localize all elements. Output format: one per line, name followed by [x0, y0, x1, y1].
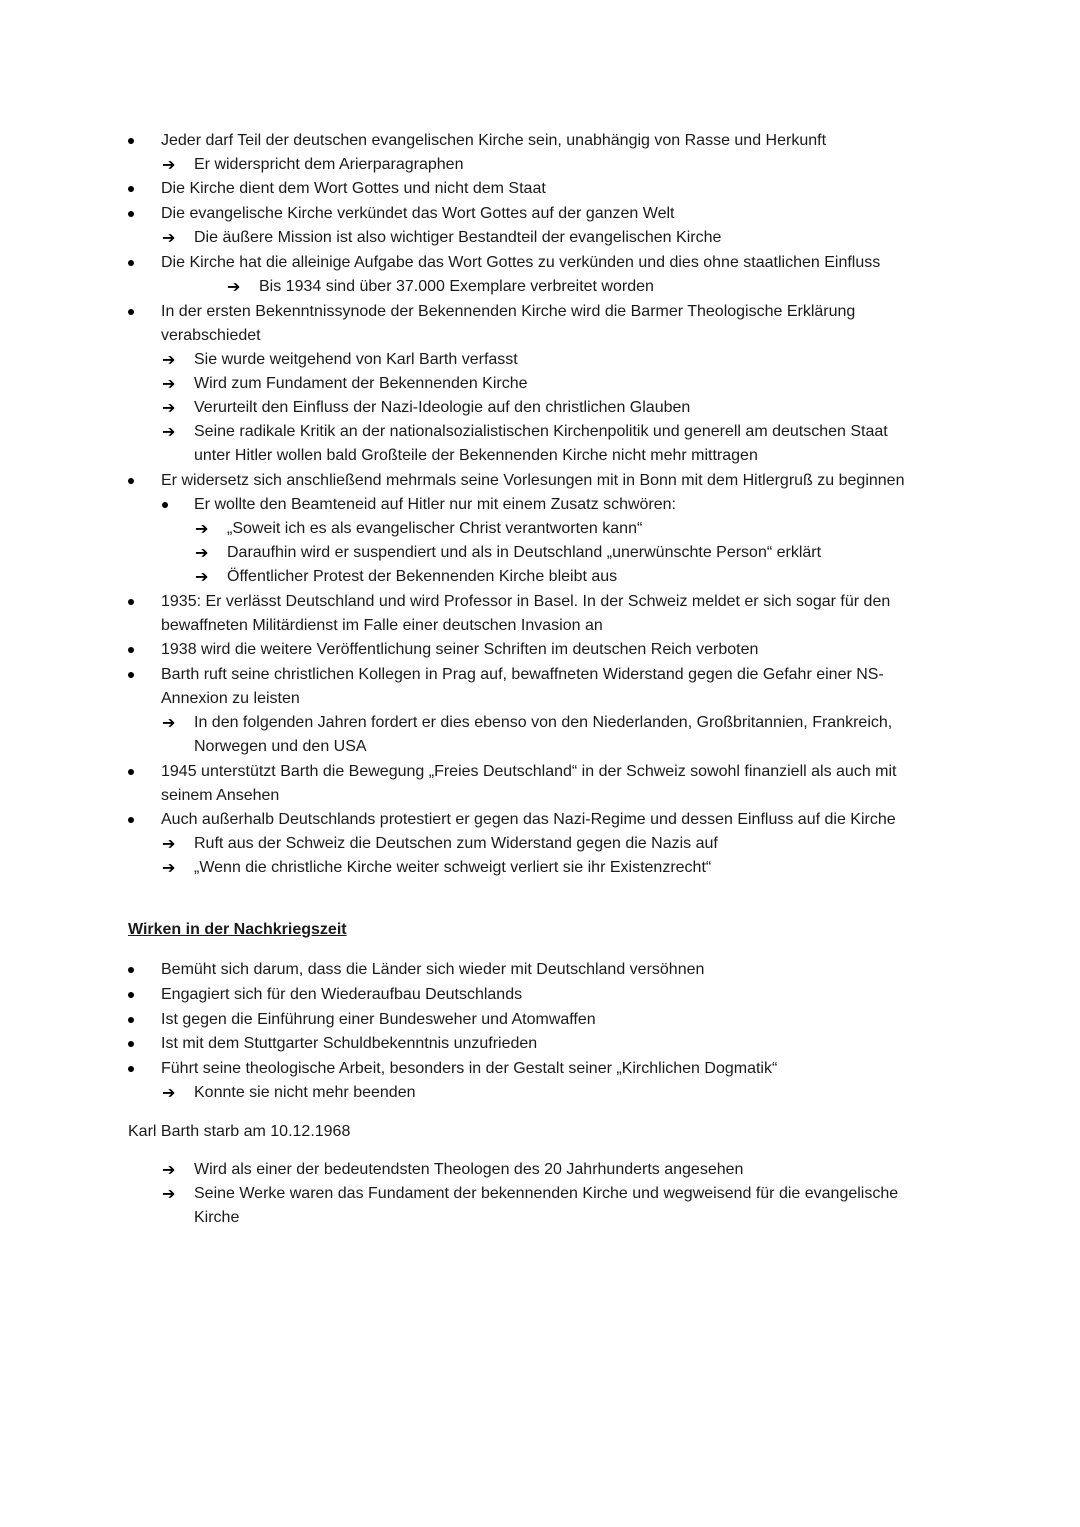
bullet-icon	[128, 211, 134, 217]
bullet-icon	[128, 186, 134, 192]
arrow-right-icon: ➔	[162, 228, 176, 247]
bullet-icon	[128, 260, 134, 266]
bullet-icon	[162, 502, 168, 508]
arrow-right-icon: ➔	[162, 834, 176, 853]
bullet-icon	[128, 992, 134, 998]
list-item: Bemüht sich darum, dass die Länder sich wieder mit Deutschland versöhnen	[161, 961, 705, 978]
list-item: Ruft aus der Schweiz die Deutschen zum Widerstand gegen die Nazis auf	[194, 835, 718, 852]
list-item: Die Kirche hat die alleinige Aufgabe das Wort Gottes zu verkünden und dies ohne staatlichen Einfluss	[161, 254, 881, 271]
list-item-continuation: verabschiedet	[161, 327, 261, 344]
list-item: 1935: Er verlässt Deutschland und wird Professor in Basel. In der Schweiz meldet er sich sogar für den	[161, 593, 891, 610]
list-item-continuation: Kirche	[194, 1209, 240, 1226]
bullet-icon	[128, 1066, 134, 1072]
list-item: Er wollte den Beamteneid auf Hitler nur mit einem Zusatz schwören:	[194, 496, 676, 513]
list-item: Jeder darf Teil der deutschen evangelischen Kirche sein, unabhängig von Rasse und Herkunft	[161, 132, 827, 149]
list-item: Engagiert sich für den Wiederaufbau Deutschlands	[161, 986, 523, 1003]
bullet-icon	[128, 647, 134, 653]
arrow-right-icon: ➔	[162, 350, 176, 369]
list-item: „Soweit ich es als evangelischer Christ verantworten kann“	[227, 520, 643, 537]
arrow-right-icon: ➔	[162, 1083, 176, 1102]
list-item: Bis 1934 sind über 37.000 Exemplare verbreitet worden	[259, 278, 654, 295]
bullet-icon	[128, 1041, 134, 1047]
list-item: Wird als einer der bedeutendsten Theologen des 20 Jahrhunderts angesehen	[194, 1161, 744, 1178]
bullet-icon	[128, 1017, 134, 1023]
list-item: Sie wurde weitgehend von Karl Barth verfasst	[194, 351, 518, 368]
arrow-right-icon: ➔	[162, 374, 176, 393]
section-heading: Wirken in der Nachkriegszeit	[128, 921, 347, 938]
list-item: Seine radikale Kritik an der nationalsozialistischen Kirchenpolitik und generell am deutschen Staat	[194, 423, 888, 440]
bullet-icon	[128, 769, 134, 775]
arrow-right-icon: ➔	[195, 543, 209, 562]
list-item: Führt seine theologische Arbeit, besonders in der Gestalt seiner „Kirchlichen Dogmatik“	[161, 1060, 778, 1077]
list-item: Ist mit dem Stuttgarter Schuldbekenntnis unzufrieden	[161, 1035, 538, 1052]
list-item: 1945 unterstützt Barth die Bewegung „Freies Deutschland“ in der Schweiz sowohl finanziell als auch mit	[161, 763, 897, 780]
list-item: Er widerspricht dem Arierparagraphen	[194, 156, 464, 173]
list-item: Öffentlicher Protest der Bekennenden Kirche bleibt aus	[227, 568, 618, 585]
bullet-icon	[128, 138, 134, 144]
arrow-right-icon: ➔	[162, 1160, 176, 1179]
list-item: Verurteilt den Einfluss der Nazi-Ideologie auf den christlichen Glauben	[194, 399, 691, 416]
list-item: Konnte sie nicht mehr beenden	[194, 1084, 416, 1101]
list-item-continuation: Annexion zu leisten	[161, 690, 300, 707]
bullet-icon	[128, 599, 134, 605]
list-item: Wird zum Fundament der Bekennenden Kirche	[194, 375, 528, 392]
arrow-right-icon: ➔	[162, 1184, 176, 1203]
list-item: Die Kirche dient dem Wort Gottes und nicht dem Staat	[161, 180, 546, 197]
arrow-right-icon: ➔	[195, 567, 209, 586]
bullet-icon	[128, 309, 134, 315]
list-item-continuation: bewaffneten Militärdienst im Falle einer deutschen Invasion an	[161, 617, 603, 634]
bullet-icon	[128, 967, 134, 973]
list-item-continuation: seinem Ansehen	[161, 787, 280, 804]
list-item: In der ersten Bekenntnissynode der Bekennenden Kirche wird die Barmer Theologische Erklärung	[161, 303, 856, 320]
list-item-continuation: unter Hitler wollen bald Großteile der Bekennenden Kirche nicht mehr mittragen	[194, 447, 758, 464]
list-item: „Wenn die christliche Kirche weiter schweigt verliert sie ihr Existenzrecht“	[194, 859, 712, 876]
arrow-right-icon: ➔	[162, 858, 176, 877]
list-item: Barth ruft seine christlichen Kollegen in Prag auf, bewaffneten Widerstand gegen die Gefahr einer NS-	[161, 666, 884, 683]
bullet-icon	[128, 672, 134, 678]
arrow-right-icon: ➔	[162, 422, 176, 441]
bullet-icon	[128, 817, 134, 823]
list-item: In den folgenden Jahren fordert er dies ebenso von den Niederlanden, Großbritannien, Frankreich,	[194, 714, 893, 731]
arrow-right-icon: ➔	[227, 277, 241, 296]
arrow-right-icon: ➔	[162, 713, 176, 732]
list-item: 1938 wird die weitere Veröffentlichung seiner Schriften im deutschen Reich verboten	[161, 641, 759, 658]
arrow-right-icon: ➔	[195, 519, 209, 538]
list-item: Er widersetz sich anschließend mehrmals seine Vorlesungen mit in Bonn mit dem Hitlergruß zu beginnen	[161, 472, 905, 489]
list-item: Daraufhin wird er suspendiert und als in Deutschland „unerwünschte Person“ erklärt	[227, 544, 822, 561]
list-item: Die evangelische Kirche verkündet das Wort Gottes auf der ganzen Welt	[161, 205, 675, 222]
list-item: Die äußere Mission ist also wichtiger Bestandteil der evangelischen Kirche	[194, 229, 722, 246]
list-item: Seine Werke waren das Fundament der bekennenden Kirche und wegweisend für die evangelische	[194, 1185, 899, 1202]
list-item-continuation: Norwegen und den USA	[194, 738, 367, 755]
bullet-icon	[128, 478, 134, 484]
paragraph: Karl Barth starb am 10.12.1968	[128, 1123, 351, 1140]
arrow-right-icon: ➔	[162, 398, 176, 417]
arrow-right-icon: ➔	[162, 155, 176, 174]
list-item: Auch außerhalb Deutschlands protestiert er gegen das Nazi-Regime und dessen Einfluss auf die Kirche	[161, 811, 896, 828]
list-item: Ist gegen die Einführung einer Bundesweher und Atomwaffen	[161, 1011, 596, 1028]
